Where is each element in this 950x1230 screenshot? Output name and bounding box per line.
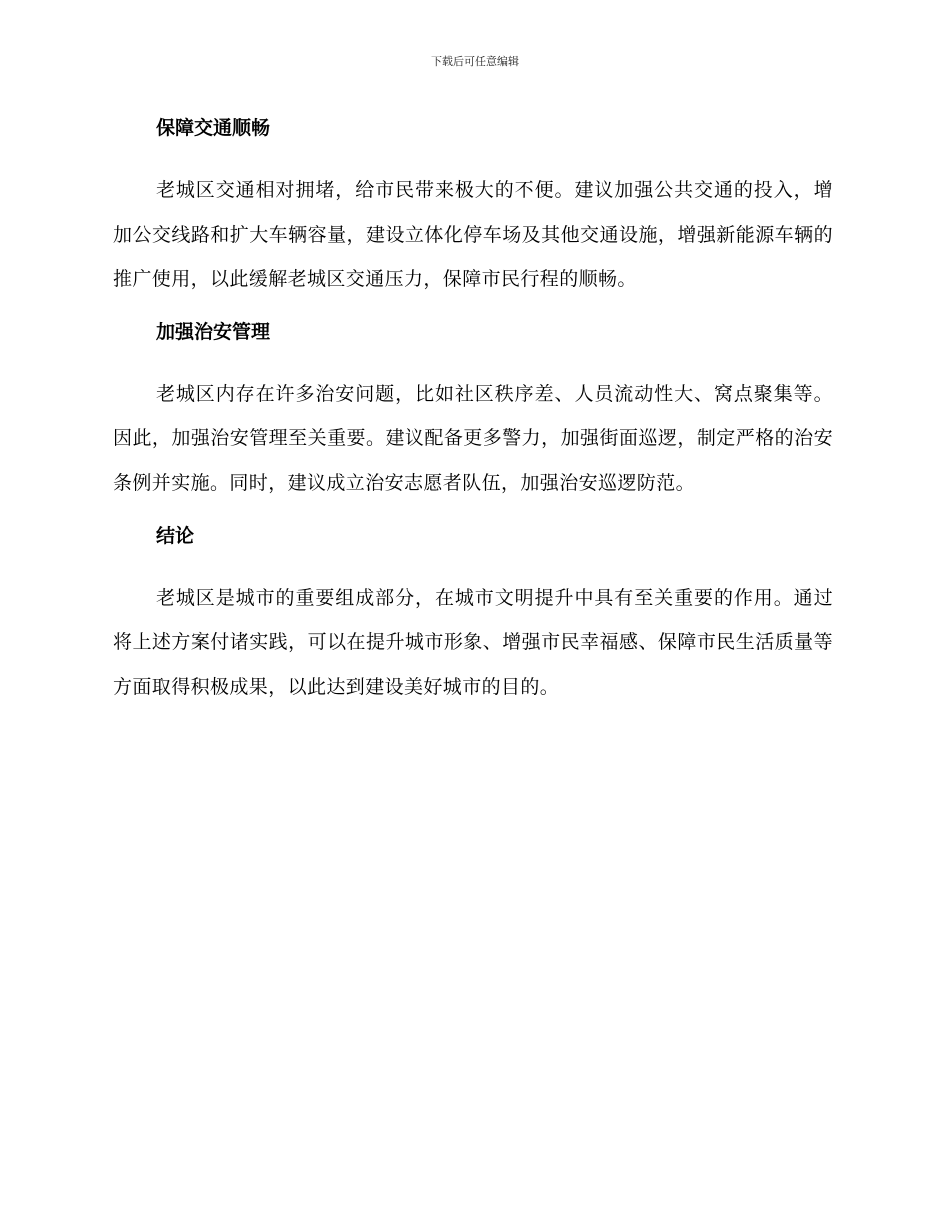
section-body: 老城区是城市的重要组成部分，在城市文明提升中具有至关重要的作用。通过将上述方案付诸实践，可以在提升城市形象、增强市民幸福感、保障市民生活质量等方面取得积极成果，以此达到建设美好城市的目的。 <box>113 586 833 698</box>
section-security <box>113 314 833 506</box>
section-heading: 保障交通顺畅 <box>156 117 271 139</box>
section-traffic <box>113 110 833 302</box>
section-heading: 结论 <box>156 524 195 547</box>
section-body: 老城区交通相对拥堵，给市民带来极大的不便。建议加强公共交通的投入，增加公交线路和扩大车辆容量，建设立体化停车场及其他交通设施，增强新能源车辆的推广使用，以此缓解老城区交通压力，保障市民行程的顺畅。 <box>113 179 833 291</box>
header-note: 下载后可任意编辑 <box>431 55 519 68</box>
document-content <box>113 110 833 721</box>
section-body: 老城区内存在许多治安问题，比如社区秩序差、人员流动性大、窝点聚集等。因此，加强治安管理至关重要。建议配备更多警力，加强街面巡逻，制定严格的治安条例并实施。同时，建议成立治安志愿者队伍，加强治安巡逻防范。 <box>113 382 833 494</box>
section-heading: 加强治安管理 <box>156 320 271 343</box>
section-conclusion <box>113 518 833 710</box>
